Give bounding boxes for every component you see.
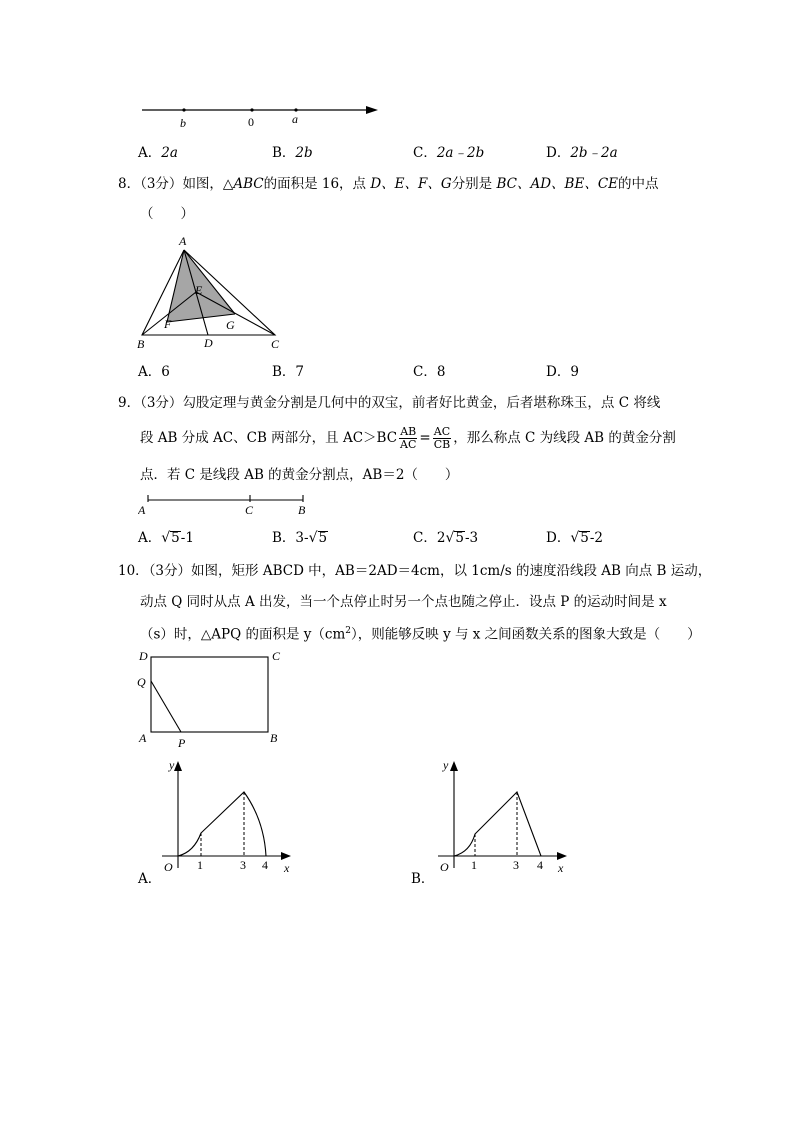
- rect-label-q: Q: [137, 675, 146, 689]
- graph-a-origin: O: [164, 860, 173, 874]
- rect-label-d: D: [139, 649, 148, 663]
- q7-option-c[interactable]: C．2a﹣2b: [413, 145, 485, 161]
- rect-label-p: P: [178, 736, 186, 750]
- graph-b-x-label: x: [558, 861, 564, 875]
- point-d: D: [204, 336, 213, 350]
- q10-line-2: 动点 Q 同时从点 A 出发，当一个点停止时另一个点也随之停止．设点 P 的运动时间是 x: [140, 594, 667, 610]
- q10-option-b-label[interactable]: B．: [411, 871, 435, 887]
- graph-b-tick-3: 3: [513, 858, 519, 872]
- q10-option-a-label[interactable]: A．: [138, 871, 162, 887]
- vertex-c: C: [271, 337, 280, 351]
- graph-a-tick-4: 4: [262, 858, 268, 872]
- q10-line-3: （s）时，△APQ 的面积是 $y(cm^2)$，则能够反映 y 与 x 之间函数关系的图象大致是（ ）: [140, 626, 701, 643]
- q9-line-2: 段 AB 分成 AC、CB 两部分，且 AC＞BC $\frac{AB}{AC}$ = $\frac{AC}{CB}$ ，那么称点 C 为线段 AB 的黄金分割: [140, 425, 676, 451]
- q10-rectangle-figure: [134, 646, 284, 752]
- number-line-figure: [138, 96, 388, 132]
- segment-label-c: C: [245, 503, 254, 517]
- q8-option-b[interactable]: B．7: [272, 364, 305, 380]
- q8-stem: 8．（3分）如图，△ABC的面积是 16，点 D、E、F、G分别是 BC、AD、BE、CE的中点: [118, 176, 659, 192]
- graph-a-tick-1: 1: [197, 858, 203, 872]
- q9-segment-figure: [138, 494, 318, 518]
- point-e: E: [195, 283, 203, 297]
- graph-b-origin: O: [440, 860, 449, 874]
- rect-label-a: A: [139, 731, 147, 745]
- label-a: a: [292, 112, 298, 126]
- graph-a-x-label: x: [284, 861, 290, 875]
- vertex-a: A: [179, 234, 187, 248]
- q9-option-b[interactable]: B．3-√5: [272, 530, 328, 546]
- vertex-b: B: [137, 337, 145, 351]
- q7-option-d[interactable]: D．2b﹣2a: [546, 145, 618, 161]
- q9-option-a[interactable]: A．√5-1: [138, 530, 194, 546]
- q7-option-b[interactable]: B．2b: [272, 145, 313, 161]
- graph-a-tick-3: 3: [240, 858, 246, 872]
- point-g: G: [226, 318, 235, 332]
- label-zero: 0: [248, 115, 254, 129]
- rect-label-c: C: [272, 649, 281, 663]
- graph-a-y-label: y: [169, 758, 175, 772]
- q10-graph-b[interactable]: [434, 756, 574, 878]
- label-b: b: [180, 116, 186, 130]
- q9-line-1: 9．（3分）勾股定理与黄金分割是几何中的双宝，前者好比黄金，后者堪称珠玉，点 C 将线: [118, 395, 661, 411]
- graph-b-y-label: y: [443, 758, 449, 772]
- q9-option-c[interactable]: C．2√5-3: [413, 530, 479, 546]
- q9-option-d[interactable]: D．√5-2: [546, 530, 603, 546]
- q8-answer-bracket: （ ）: [140, 206, 194, 222]
- segment-label-b: B: [298, 503, 306, 517]
- q8-option-d[interactable]: D．9: [546, 364, 579, 380]
- q10-graph-a[interactable]: [158, 756, 298, 878]
- rect-label-b: B: [270, 731, 278, 745]
- graph-b-tick-1: 1: [471, 858, 477, 872]
- q7-option-a[interactable]: A．2a: [138, 145, 178, 161]
- q8-option-c[interactable]: C．8: [413, 364, 446, 380]
- fraction-ab-ac: $\frac{AB}{AC}$: [400, 425, 417, 451]
- segment-label-a: A: [138, 503, 146, 517]
- q8-option-a[interactable]: A．6: [138, 364, 170, 380]
- q10-line-1: 10．（3分）如图，矩形 ABCD 中，AB＝2AD＝4cm，以 1cm/s 的速度沿线段 AB 向点 B 运动，: [118, 563, 712, 579]
- q8-triangle-figure: [132, 232, 292, 352]
- graph-b-tick-4: 4: [537, 858, 543, 872]
- fraction-ac-cb: $\frac{AC}{CB}$: [433, 425, 451, 451]
- point-f: F: [164, 317, 172, 331]
- q9-line-3: 点．若 C 是线段 AB 的黄金分割点，AB＝2（ ）: [140, 467, 459, 483]
